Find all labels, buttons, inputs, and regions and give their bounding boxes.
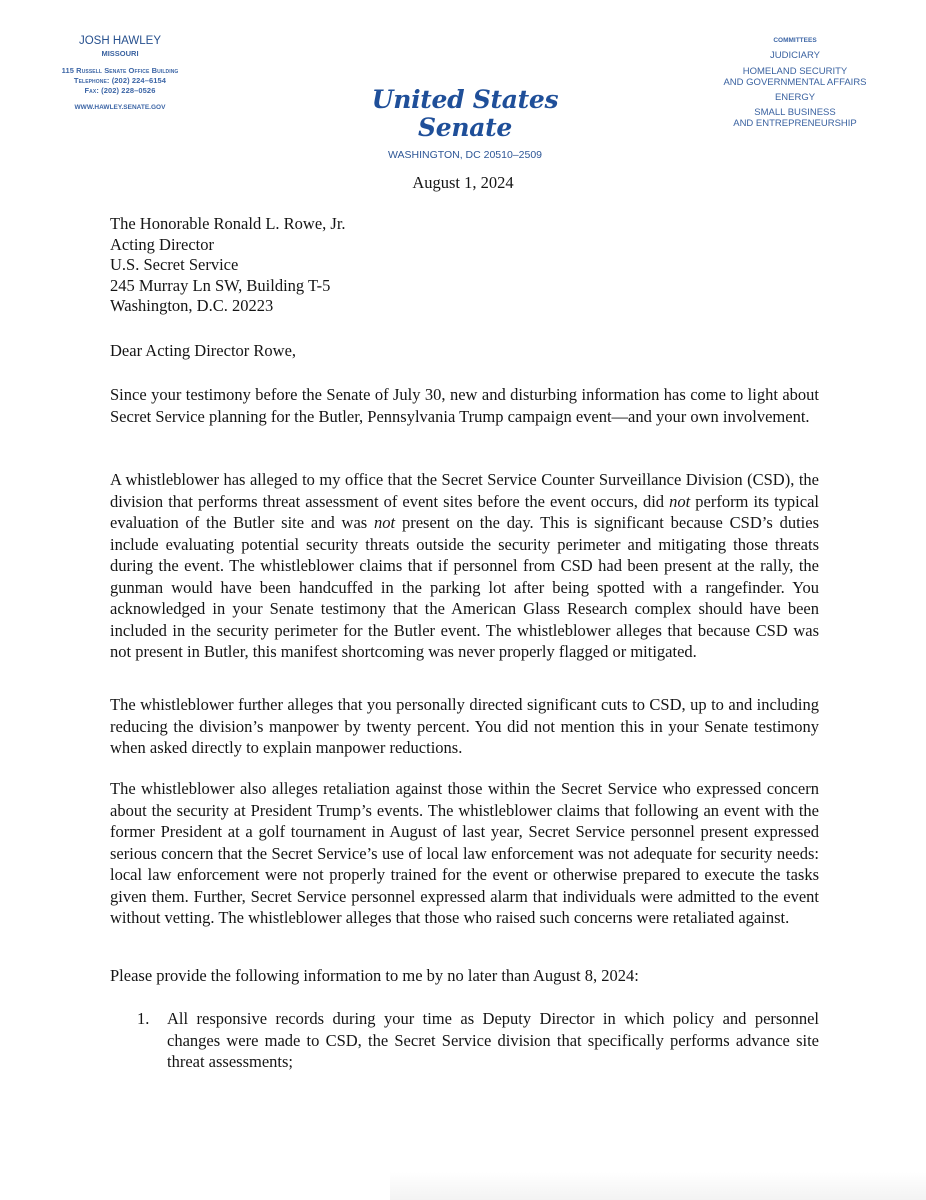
- committee-item: ENERGY: [774, 92, 816, 103]
- paragraph: Since your testimony before the Senate of July 30, new and disturbing information has come to light about Secret Service planning for the Butler, Pennsylvania Trump campaign event—and your own involvement.: [110, 385, 819, 426]
- committee-item: JUDICIARY: [770, 50, 820, 61]
- office-telephone: Telephone: (202) 224–6154: [73, 76, 167, 85]
- committee-item: HOMELAND SECURITY AND GOVERNMENTAL AFFAIRS: [723, 66, 867, 88]
- letter-date: August 1, 2024: [412, 173, 514, 192]
- senator-contact-block: [30, 34, 210, 112]
- senator-website: WWW.HAWLEY.SENATE.GOV: [74, 104, 166, 111]
- emphasis: not: [374, 513, 396, 532]
- page-edge-shadow: [390, 1172, 926, 1200]
- office-address: 115 Russell Senate Office Building: [61, 66, 179, 75]
- paragraph: The whistleblower also alleges retaliation against those within the Secret Service who expressed concern about the security at President Trump’s events. The whistleblower claims that following an event with the former President at a golf tournament in August of last year, Secret Service personnel present expressed serious concern that the Secret Service’s use of local law enforcement was not adequate for security needs: local law enforcement were not properly trained for the event or otherwise prepared to execute the tasks given them. Further, Secret Service personnel expressed alarm that individuals were admitted to the event without vetting. The whistleblower alleges that those who raised such concerns were retaliated against.: [110, 779, 819, 927]
- institution-city: WASHINGTON, DC 20510–2509: [387, 149, 543, 161]
- list-item: [137, 1008, 819, 1073]
- paragraph: Please provide the following information to me by no later than August 8, 2024:: [110, 966, 639, 985]
- recipient-line: U.S. Secret Service: [110, 255, 239, 274]
- emphasis: not: [669, 491, 691, 511]
- committee-item: SMALL BUSINESS AND ENTREPRENEURSHIP: [733, 107, 857, 129]
- committees-block: [700, 36, 890, 129]
- paragraph: The whistleblower further alleges that you personally directed significant cuts to CSD, up to and including reducing the division’s manpower by twenty percent. You did not mention this in your Senate testimony when asked directly to explain manpower reductions.: [110, 695, 819, 757]
- recipient-line: 245 Murray Ln SW, Building T-5: [110, 275, 331, 295]
- recipient-line: The Honorable Ronald L. Rowe, Jr.: [110, 214, 346, 233]
- institution-wordmark: United States Senate: [371, 85, 559, 142]
- senator-name: JOSH HAWLEY: [78, 35, 161, 47]
- senate-seal-block: [330, 86, 600, 162]
- recipient-address: [110, 214, 346, 317]
- committees-heading: COMMITTEES: [773, 37, 817, 44]
- paragraph: A whistleblower has alleged to my office that the Secret Service Counter Surveillance Division (CSD), the division that performs threat assessment of event sites before the event occurs, did not perform its typical evaluation of the Butler site and was not present on the day. This is significant because CSD’s duties include evaluating potential security threats outside the security perimeter and mitigating those threats during the event. The whistleblower claims that if personnel from CSD had been present at the rally, the gunman would have been handcuffed in the parking lot after being spotted with a rangefinder. You acknowledged in your Senate testimony that the American Glass Research complex should have been included in the security perimeter for the Butler event. The whistleblower alleges that because CSD was not present in Butler, this manifest shortcoming was never properly flagged or mitigated.: [110, 470, 819, 661]
- list-item-number: 1.: [137, 1009, 150, 1028]
- recipient-line: Washington, D.C. 20223: [110, 296, 274, 315]
- senator-state: MISSOURI: [101, 49, 139, 58]
- office-fax: Fax: (202) 228–0526: [84, 86, 156, 95]
- recipient-line: Acting Director: [110, 234, 215, 254]
- salutation: Dear Acting Director Rowe,: [110, 341, 297, 360]
- list-item-text: All responsive records during your time as Deputy Director in which policy and personnel changes were made to CSD, the Secret Service division that specifically performs advance site threat assessments;: [167, 1009, 819, 1071]
- request-list: [137, 1008, 819, 1073]
